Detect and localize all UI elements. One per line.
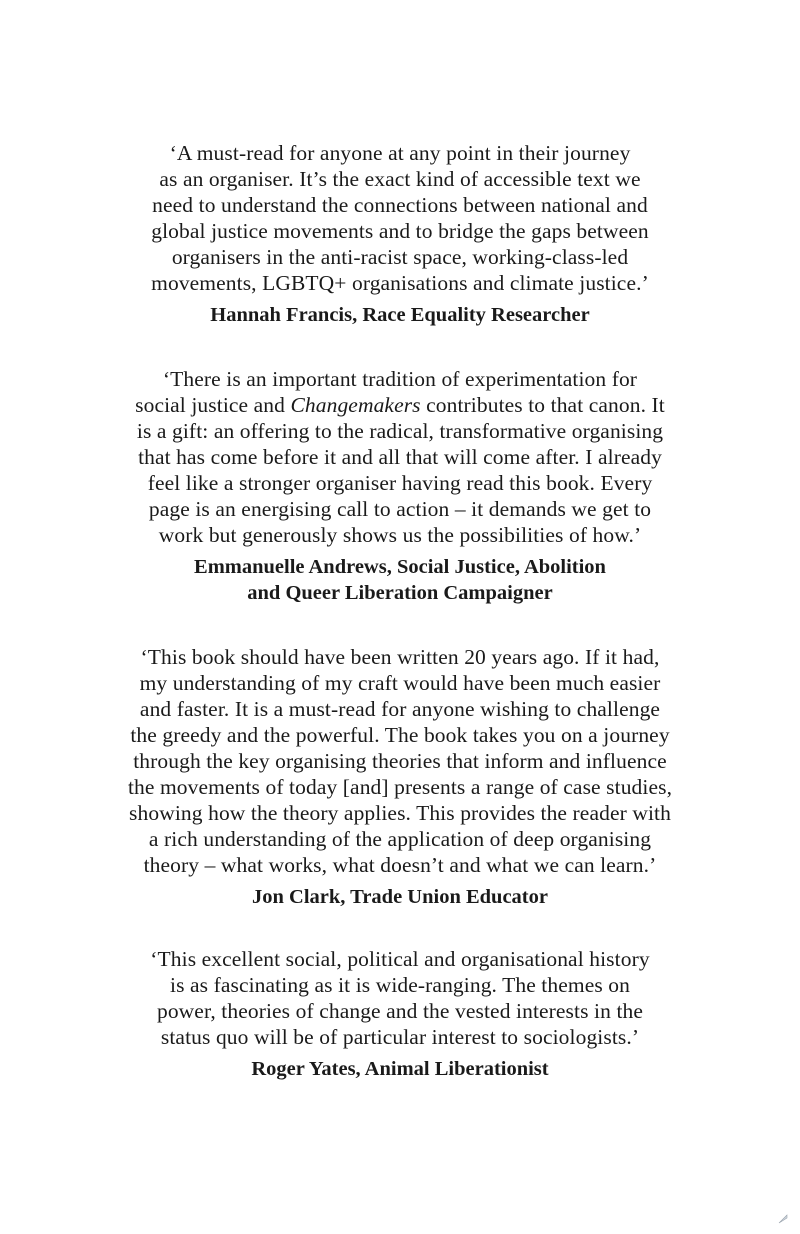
quote-line: and faster. It is a must-read for anyone wishing to challenge — [139, 697, 661, 721]
endorsement-attribution: Jon Clark, Trade Union Educator — [252, 886, 548, 908]
endorsement-quote — [0, 140, 800, 296]
quote-line: showing how the theory applies. This provides the reader with — [129, 801, 671, 825]
quote-line: theory – what works, what doesn’t and what we can learn.’ — [143, 853, 657, 877]
quote-line: ‘This excellent social, political and organisational history — [150, 947, 650, 971]
quote-line: my understanding of my craft would have been much easier — [139, 671, 661, 695]
endorsement-roger-yates — [0, 946, 800, 1082]
quote-text: social justice and — [135, 393, 291, 417]
quote-line: status quo will be of particular interest to sociologists.’ — [160, 1025, 640, 1049]
endorsement-attribution: and Queer Liberation Campaigner — [247, 582, 553, 604]
quote-line: ‘This book should have been written 20 years ago. If it had, — [140, 645, 660, 669]
quote-line: movements, LGBTQ+ organisations and climate justice.’ — [151, 271, 649, 295]
quote-line: power, theories of change and the vested interests in the — [156, 999, 644, 1023]
endorsement-emmanuelle-andrews — [0, 366, 800, 606]
page-curl-icon — [778, 1214, 788, 1224]
quote-line: work but generously shows us the possibilities of how.’ — [158, 523, 642, 547]
quote-line: global justice movements and to bridge the gaps between — [151, 219, 649, 243]
quote-line: organisers in the anti-racist space, working-class-led — [171, 245, 629, 269]
endorsement-hannah-francis — [0, 140, 800, 328]
quote-line: that has come before it and all that will come after. I already — [138, 445, 662, 469]
book-title: Changemakers — [290, 393, 421, 417]
quote-line — [0, 392, 800, 418]
quote-line: through the key organising theories that inform and influence — [133, 749, 667, 773]
quote-line: ‘A must-read for anyone at any point in their journey — [169, 141, 631, 165]
endorsement-attribution: Hannah Francis, Race Equality Researcher — [210, 304, 590, 326]
quote-line: the movements of today [and] presents a range of case studies, — [127, 775, 673, 799]
quote-line: feel like a stronger organiser having read this book. Every — [147, 471, 653, 495]
quote-line: need to understand the connections between national and — [152, 193, 648, 217]
endorsement-attribution: Emmanuelle Andrews, Social Justice, Abolition — [194, 556, 606, 578]
endorsement-jon-clark — [0, 644, 800, 910]
quote-line: page is an energising call to action – it demands we get to — [148, 497, 652, 521]
quote-line: as an organiser. It’s the exact kind of accessible text we — [159, 167, 641, 191]
endorsement-quote — [0, 366, 800, 548]
endorsement-quote — [0, 644, 800, 878]
quote-line: is as fascinating as it is wide-ranging. The themes on — [170, 973, 630, 997]
quote-line: ‘There is an important tradition of experimentation for — [162, 367, 638, 391]
endorsement-quote — [0, 946, 800, 1050]
quote-line: a rich understanding of the application of deep organising — [148, 827, 652, 851]
quote-text: contributes to that canon. It — [420, 393, 665, 417]
quote-line: the greedy and the powerful. The book takes you on a journey — [130, 723, 670, 747]
quote-line: is a gift: an offering to the radical, transformative organising — [136, 419, 664, 443]
endorsement-attribution: Roger Yates, Animal Liberationist — [251, 1058, 549, 1080]
